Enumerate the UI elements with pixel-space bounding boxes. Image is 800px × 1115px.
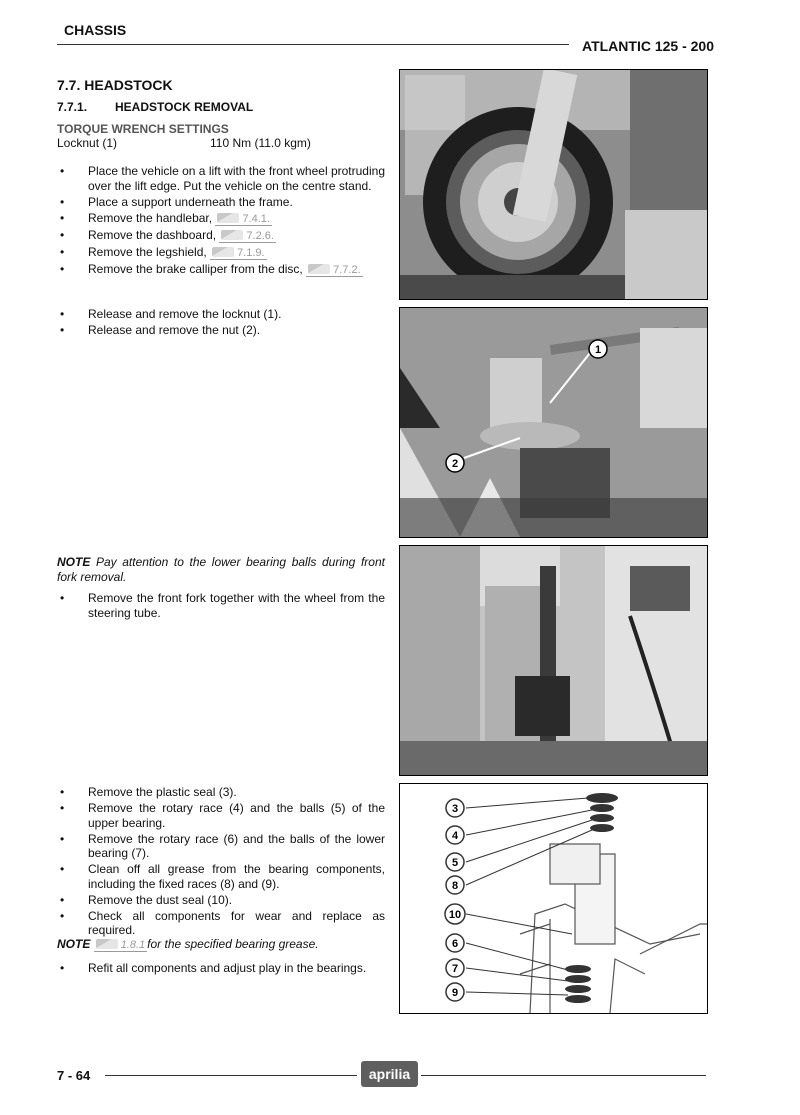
note-fork-removal: NOTE Pay attention to the lower bearing balls during front fork removal.: [57, 555, 385, 584]
steps-list-3: [57, 591, 385, 622]
cross-reference-link[interactable]: 1.8.1: [94, 939, 147, 952]
list-item: • Clean off all grease from the bearing components, including the fixed races (8) and (9).: [57, 862, 385, 891]
manual-reference-icon: [308, 264, 330, 274]
cross-reference-link[interactable]: 7.2.6.: [219, 230, 276, 243]
header-section: CHASSIS: [64, 22, 127, 38]
torque-title: TORQUE WRENCH SETTINGS: [57, 122, 229, 136]
steps-list-2: [57, 307, 385, 339]
list-item: • Remove the rotary race (6) and the balls of the lower bearing (7).: [57, 832, 385, 861]
subsection-name: HEADSTOCK REMOVAL: [115, 100, 254, 114]
cross-reference-link[interactable]: 7.4.1.: [215, 213, 272, 226]
page-number: 7 - 64: [57, 1068, 91, 1083]
list-item: • Remove the legshield, 7.1.9.: [57, 245, 385, 261]
header-model: ATLANTIC 125 - 200: [582, 38, 714, 54]
torque-value: 110 Nm (11.0 kgm): [210, 136, 311, 150]
cross-reference-link[interactable]: 7.1.9.: [210, 247, 267, 260]
manual-reference-icon: [212, 247, 234, 257]
subsection-title: [57, 100, 253, 114]
manual-reference-icon: [221, 230, 243, 240]
list-item: • Remove the front fork together with the wheel from the steering tube.: [57, 591, 385, 620]
photo-front-wheel-on-lift: [399, 69, 708, 300]
callout-2: 2: [451, 458, 459, 470]
list-item: • Refit all components and adjust play in the bearings.: [57, 961, 385, 976]
brand-logo: aprilia: [361, 1061, 418, 1087]
note-bearing-grease: NOTE 1.8.1 for the specified bearing grease.: [57, 937, 319, 951]
cross-reference-link[interactable]: 7.7.2.: [306, 264, 363, 277]
callout-7: 7: [451, 963, 459, 975]
footer-rule-left: [105, 1075, 357, 1076]
photo-steering-head: [399, 307, 708, 538]
manual-reference-icon: [96, 939, 118, 949]
subsection-number: 7.7.1.: [57, 100, 88, 114]
list-item: • Check all components for wear and replace as required.: [57, 909, 385, 938]
torque-row: [57, 136, 387, 150]
callout-5: 5: [451, 857, 459, 869]
steps-list-1: [57, 164, 385, 279]
section-title: 7.7. HEADSTOCK: [57, 77, 173, 93]
callout-1: 1: [594, 344, 602, 356]
list-item: • Remove the brake calliper from the disc, 7.7.2.: [57, 262, 385, 278]
callout-4: 4: [451, 830, 459, 842]
photo-fork-removal: [399, 545, 708, 776]
callout-9: 9: [451, 987, 459, 999]
list-item: • Remove the dashboard, 7.2.6.: [57, 228, 385, 244]
list-item: • Release and remove the nut (2).: [57, 323, 385, 338]
list-item: • Remove the dust seal (10).: [57, 893, 385, 908]
list-item: • Place a support underneath the frame.: [57, 195, 385, 210]
steps-list-4: [57, 785, 385, 939]
callout-3: 3: [451, 803, 459, 815]
steps-list-5: [57, 961, 385, 977]
list-item: • Remove the rotary race (4) and the balls (5) of the upper bearing.: [57, 801, 385, 830]
list-item: • Remove the plastic seal (3).: [57, 785, 385, 800]
manual-reference-icon: [217, 213, 239, 223]
list-item: • Place the vehicle on a lift with the front wheel protruding over the lift edge. Put the vehicle on the centre stand.: [57, 164, 385, 193]
callout-10: 10: [448, 909, 462, 921]
callout-6: 6: [451, 938, 459, 950]
callout-8: 8: [451, 880, 459, 892]
torque-item: Locknut (1): [57, 136, 118, 150]
footer-rule-right: [421, 1075, 706, 1076]
diagram-bearing-exploded-view: [399, 783, 708, 1014]
list-item: • Release and remove the locknut (1).: [57, 307, 385, 322]
list-item: • Remove the handlebar, 7.4.1.: [57, 211, 385, 227]
header-rule: [57, 44, 569, 45]
